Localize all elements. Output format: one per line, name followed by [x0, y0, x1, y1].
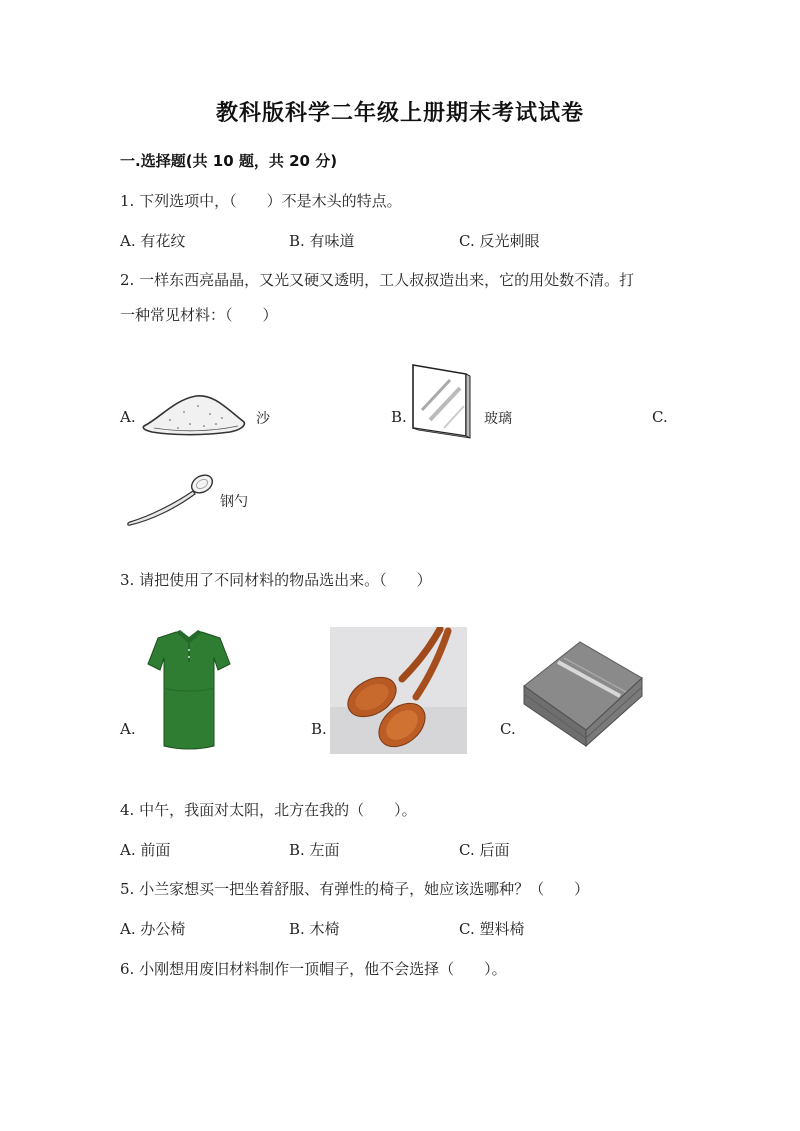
- question-3-option-a-letter[interactable]: A.: [120, 720, 136, 738]
- question-4-stem: 4. 中午，我面对太阳，北方在我的（ ）。: [120, 801, 417, 819]
- glass-pane-icon: [410, 362, 472, 440]
- green-polo-shirt-icon: [146, 628, 232, 752]
- page-title: 教科版科学二年级上册期末考试试卷: [215, 101, 584, 126]
- question-1-option-b[interactable]: B. 有味道: [289, 232, 355, 250]
- steel-spoon-icon: [124, 470, 216, 528]
- question-1-option-a[interactable]: A. 有花纹: [120, 232, 186, 250]
- question-4-option-b[interactable]: B. 左面: [289, 841, 340, 859]
- question-3-option-b-letter[interactable]: B.: [311, 720, 327, 738]
- question-2-option-b-letter[interactable]: B.: [391, 408, 407, 426]
- sand-pile-icon: [140, 388, 250, 436]
- question-5-option-a[interactable]: A. 办公椅: [120, 920, 186, 938]
- question-3-stem: 3. 请把使用了不同材料的物品选出来。（ ）: [120, 571, 432, 589]
- question-4-option-a[interactable]: A. 前面: [120, 841, 171, 859]
- question-2-option-c-label: 钢勺: [220, 494, 248, 510]
- question-2-stem-line-2: 一种常见材料：（ ）: [120, 306, 278, 324]
- question-2-option-b-label: 玻璃: [484, 411, 512, 427]
- question-5-stem: 5. 小兰家想买一把坐着舒服、有弹性的椅子，她应该选哪种？（ ）: [120, 880, 590, 898]
- section-heading: 一.选择题(共 10 题，共 20 分): [120, 152, 338, 170]
- question-5-option-b[interactable]: B. 木椅: [289, 920, 340, 938]
- question-2-option-a-label: 沙: [256, 411, 270, 427]
- wooden-spoons-photo: [330, 627, 467, 754]
- gray-towel-icon: [520, 634, 646, 750]
- question-5-option-c[interactable]: C. 塑料椅: [459, 920, 525, 938]
- question-4-option-c[interactable]: C. 后面: [459, 841, 510, 859]
- question-2-option-c-letter[interactable]: C.: [652, 408, 668, 426]
- question-3-option-c-letter[interactable]: C.: [500, 720, 516, 738]
- question-2-stem-line-1: 2. 一样东西亮晶晶，又光又硬又透明，工人叔叔造出来，它的用处数不清。打: [120, 271, 635, 289]
- question-6-stem: 6. 小刚想用废旧材料制作一顶帽子，他不会选择（ ）。: [120, 960, 507, 978]
- question-2-option-a-letter[interactable]: A.: [120, 408, 136, 426]
- question-1-stem: 1. 下列选项中，（ ）不是木头的特点。: [120, 192, 402, 210]
- question-1-option-c[interactable]: C. 反光刺眼: [459, 232, 540, 250]
